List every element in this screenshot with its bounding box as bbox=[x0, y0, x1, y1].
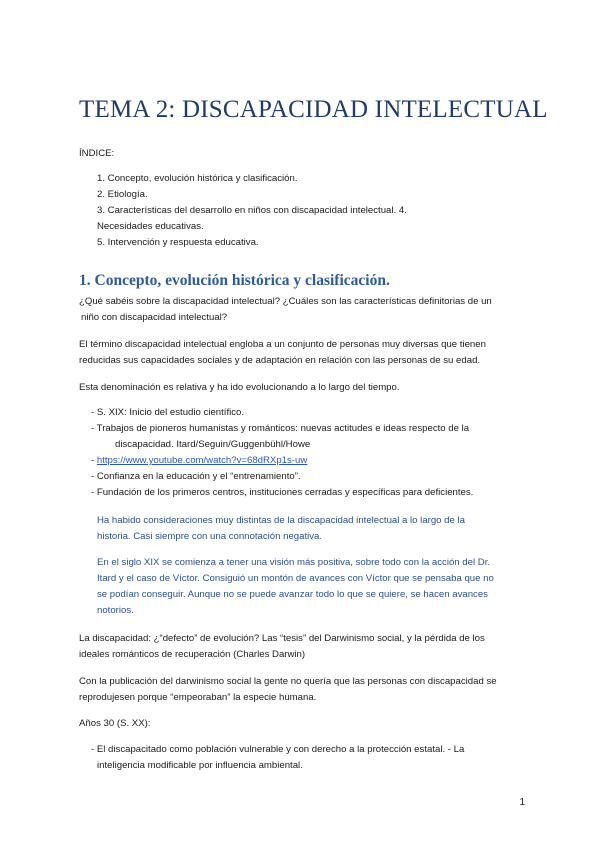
para1-line-1: El término discapacidad intelectual engloba a un conjunto de personas muy diversas que tienen bbox=[79, 339, 486, 350]
bullet-3-dash: - bbox=[91, 455, 97, 466]
index-heading: ÍNDICE: bbox=[79, 148, 115, 159]
bullet-5: - Fundación de los primeros centros, instituciones cerradas y específicas para deficientes. bbox=[91, 487, 474, 498]
bullet-4: - Confianza en la educación y el “entrenamiento”. bbox=[91, 471, 301, 482]
page-title: TEMA 2: DISCAPACIDAD INTELECTUAL bbox=[79, 96, 548, 123]
para4-line-2: reprodujesen porque “empeoraban” la especie humana. bbox=[79, 692, 317, 703]
bullet-2-line-2: discapacidad. Itard/Seguin/Guggenbühl/Howe bbox=[115, 439, 311, 450]
index-item-3-cont: Necesidades educativas. bbox=[97, 221, 204, 232]
page-number: 1 bbox=[519, 797, 525, 808]
youtube-link[interactable]: https://www.youtube.com/watch?v=68dRXp1s-uw bbox=[96, 455, 308, 466]
para3-line-2: ideales románticos de recuperación (Charles Darwin) bbox=[79, 649, 306, 660]
index-item-1: 1. Concepto, evolución histórica y clasificación. bbox=[97, 173, 298, 184]
para2: Esta denominación es relativa y ha ido evolucionando a lo largo del tiempo. bbox=[79, 382, 400, 393]
question-line-1: ¿Qué sabéis sobre la discapacidad intelectual? ¿Cuáles son las características definitorias de un bbox=[79, 296, 492, 307]
note2-line-1: En el siglo XIX se comienza a tener una visión más positiva, sobre todo con la acción del Dr. bbox=[97, 557, 491, 568]
index-item-2: 2. Etiología. bbox=[97, 189, 148, 200]
para4-line-1: Con la publicación del darwinismo social la gente no quería que las personas con discapacidad se bbox=[79, 676, 497, 687]
bullet-2-line-1: - Trabajos de pioneros humanistas y románticos: nuevas actitudes e ideas respecto de la bbox=[91, 423, 470, 434]
bullet-3 bbox=[91, 453, 307, 469]
note2-line-4: notorios. bbox=[97, 605, 134, 616]
note1-line-1: Ha habido consideraciones muy distintas de la discapacidad intelectual a lo largo de la bbox=[97, 515, 465, 526]
para3-line-1: La discapacidad: ¿“defecto” de evolución? Las “tesis” del Darwinismo social, y la pérdida de los bbox=[79, 633, 485, 644]
question-line-2: niño con discapacidad intelectual? bbox=[81, 312, 228, 323]
note2-line-3: se podían conseguir. Aunque no se puede avanzar todo lo que se quiere, se hacen avances bbox=[97, 589, 488, 600]
bullet-6-line-2: inteligencia modificable por influencia ambiental. bbox=[97, 760, 303, 771]
note1-line-2: historia. Casi siempre con una connotación negativa. bbox=[97, 531, 323, 542]
para5: Años 30 (S. XX): bbox=[79, 718, 151, 729]
index-item-3: 3. Características del desarrollo en niños con discapacidad intelectual. 4. bbox=[97, 205, 407, 216]
section-heading: 1. Concepto, evolución histórica y clasificación. bbox=[79, 272, 390, 289]
note2-line-2: Itard y el caso de Víctor. Consiguió un montón de avances con Víctor que se pensaba que no bbox=[97, 573, 494, 584]
bullet-6-line-1: - El discapacitado como población vulnerable y con derecho a la protección estatal. - La bbox=[91, 744, 465, 755]
bullet-1: - S. XIX: Inicio del estudio científico. bbox=[91, 407, 245, 418]
para1-line-2: reducidas sus capacidades sociales y de adaptación en relación con las personas de su edad. bbox=[79, 355, 481, 366]
index-item-5: 5. Intervención y respuesta educativa. bbox=[97, 237, 259, 248]
